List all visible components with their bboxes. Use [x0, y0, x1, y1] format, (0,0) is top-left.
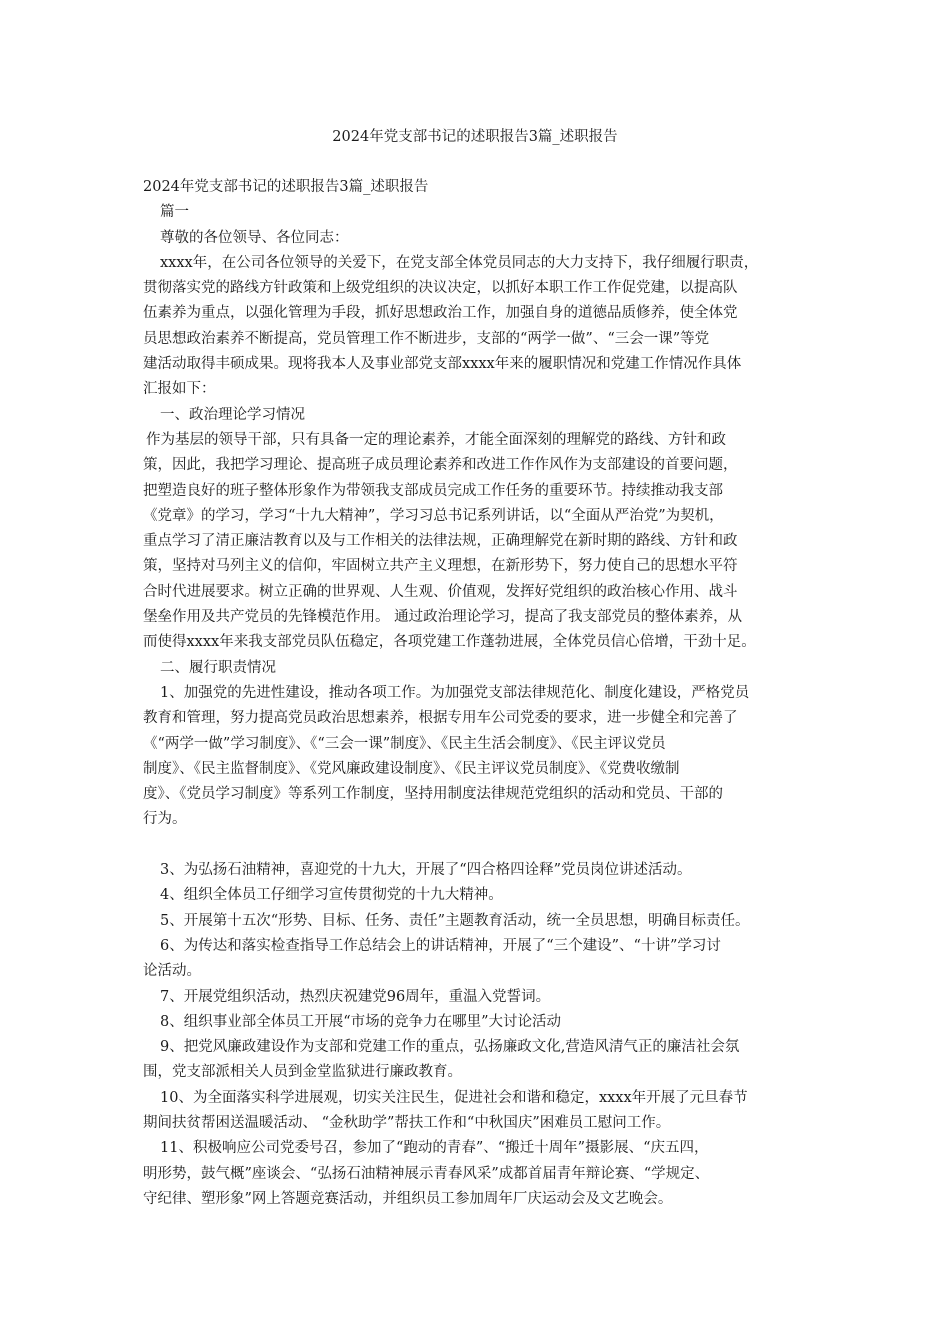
item-4-paragraph — [143, 883, 833, 908]
paragraph-gap — [143, 833, 833, 858]
text-line: 11、积极响应公司党委号召，参加了“跑动的青春”、“搬迁十周年”摄影展、“庆五四， — [160, 1140, 709, 1157]
text-line: 合时代进展要求。树立正确的世界观、人生观、价值观，发挥好党组织的政治核心作用、战斗 — [143, 583, 738, 600]
item-9-paragraph — [143, 1035, 833, 1086]
item-10-paragraph — [143, 1086, 833, 1137]
document-heading — [143, 175, 833, 200]
page-title: 2024年党支部书记的述职报告3篇_述职报告 — [332, 129, 618, 145]
text-line: 《“两学一做”学习制度》、《“三会一课”制度》、《民主生活会制度》、《民主评议党员 — [143, 735, 666, 752]
text-line: 堡垒作用及共产党员的先锋模范作用。 通过政治理论学习，提高了我支部党员的整体素养，从 — [143, 609, 743, 626]
text-line: 10、为全面落实科学进展观，切实关注民生，促进社会和谐和稳定，xxxx年开展了元旦春节 — [160, 1089, 748, 1106]
item-8-paragraph — [143, 1010, 833, 1035]
item-5-paragraph — [143, 909, 833, 934]
text-line: 员思想政治素养不断提高，党员管理工作不断进步，支部的“两学一做”、“三会一课”等党 — [143, 330, 710, 347]
item-3-paragraph — [143, 858, 833, 883]
text-line: 7、开展党组织活动，热烈庆祝建党96周年，重温入党誓词。 — [160, 988, 551, 1005]
text-line: 守纪律、塑形象”网上答题竞赛活动，并组织员工参加周年厂庆运动会及文艺晚会。 — [143, 1190, 673, 1207]
text-line: xxxx年，在公司各位领导的关爱下，在党支部全体党员同志的大力支持下，我仔细履行职责， — [160, 254, 759, 271]
text-line: 《党章》的学习，学习“十九大精神”，学习习总书记系列讲话，以“全面从严治党”为契机， — [143, 507, 724, 524]
intro-paragraph — [143, 251, 833, 403]
section-heading-2 — [143, 656, 833, 681]
text-line: 5、开展第十五次“形势、目标、任务、责任”主题教育活动，统一全员思想，明确目标责任。 — [160, 912, 750, 929]
item-6-paragraph — [143, 934, 833, 985]
text-line: 行为。 — [143, 811, 187, 828]
text-line: 4、组织全体员工仔细学习宣传贯彻党的十九大精神。 — [160, 887, 503, 904]
text-line: 二、履行职责情况 — [160, 659, 276, 676]
text-line: 策，因此，我把学习理论、提高班子成员理论素养和改进工作作风作为支部建设的首要问题， — [143, 457, 738, 474]
text-line: 一、政治理论学习情况 — [160, 406, 305, 423]
text-line: 建活动取得丰硕成果。现将我本人及事业部党支部xxxx年来的履职情况和党建工作情况作具体 — [143, 356, 742, 373]
text-line: 明形势，鼓气概”座谈会、“弘扬石油精神展示青春风采”成都首届青年辩论赛、“学规定、 — [143, 1165, 710, 1182]
text-line: 教育和管理，努力提高党员政治思想素养，根据专用车公司党委的要求，进一步健全和完善了 — [143, 710, 738, 727]
text-line: 论活动。 — [143, 963, 201, 980]
item-11-paragraph — [143, 1136, 833, 1212]
text-line: 8、组织事业部全体员工开展“市场的竞争力在哪里”大讨论活动 — [160, 1013, 562, 1030]
text-line: 度》、《党员学习制度》等系列工作制度，坚持用制度法律规范党组织的活动和党员、干部的 — [143, 786, 723, 803]
item-1-paragraph — [143, 681, 833, 833]
text-line: 而使得xxxx年来我支部党员队伍稳定，各项党建工作蓬勃进展，全体党员信心倍增，干劲十足。 — [143, 634, 756, 651]
text-line: 汇报如下： — [143, 381, 216, 398]
text-line: 把塑造良好的班子整体形象作为带领我支部成员完成工作任务的重要环节。持续推动我支部 — [143, 482, 723, 499]
salutation-line: 尊敬的各位领导、各位同志： — [160, 229, 349, 246]
salutation — [143, 226, 833, 251]
part-label-line: 篇一 — [160, 204, 189, 221]
text-line: 期间扶贫帮困送温暖活动、 “金秋助学”帮扶工作和“中秋国庆”困难员工慰问工作。 — [143, 1114, 671, 1131]
section-heading-1 — [143, 403, 833, 428]
text-line: 制度》、《民主监督制度》、《党风廉政建设制度》、《民主评议党员制度》、《党费收缴制 — [143, 760, 680, 777]
paragraph-list — [143, 251, 833, 1212]
text-line: 作为基层的领导干部，只有具备一定的理论素养，才能全面深刻的理解党的路线、方针和政 — [146, 431, 726, 448]
text-line: 重点学习了清正廉洁教育以及与工作相关的法律法规，正确理解党在新时期的路线、方针和政 — [143, 533, 738, 550]
document-body — [143, 175, 833, 1212]
part-label — [143, 200, 833, 225]
item-7-paragraph — [143, 985, 833, 1010]
text-line: 策，坚持对马列主义的信仰，牢固树立共产主义理想，在新形势下，努力使自己的思想水平符 — [143, 558, 738, 575]
text-line: 伍素养为重点，以强化管理为手段，抓好思想政治工作，加强自身的道德品质修养，使全体党 — [143, 305, 738, 322]
text-line: 贯彻落实党的路线方针政策和上级党组织的决议决定，以抓好本职工作工作促党建，以提高队 — [143, 280, 738, 297]
text-line: 9、把党风廉政建设作为支部和党建工作的重点，弘扬廉政文化,营造风清气正的廉洁社会氛 — [160, 1039, 740, 1056]
section-1-paragraph — [143, 428, 833, 656]
text-line: 1、加强党的先进性建设，推动各项工作。为加强党支部法律规范化、制度化建设，严格党员 — [160, 684, 750, 701]
text-line: 3、为弘扬石油精神，喜迎党的十九大，开展了“四合格四诠释”党员岗位讲述活动。 — [160, 862, 692, 879]
heading-line: 2024年党支部书记的述职报告3篇_述职报告 — [143, 179, 429, 195]
text-line: 6、为传达和落实检查指导工作总结会上的讲话精神，开展了“三个建设”、“十讲”学习讨 — [160, 937, 721, 954]
text-line: 围，党支部派相关人员到金堂监狱进行廉政教育。 — [143, 1064, 462, 1081]
